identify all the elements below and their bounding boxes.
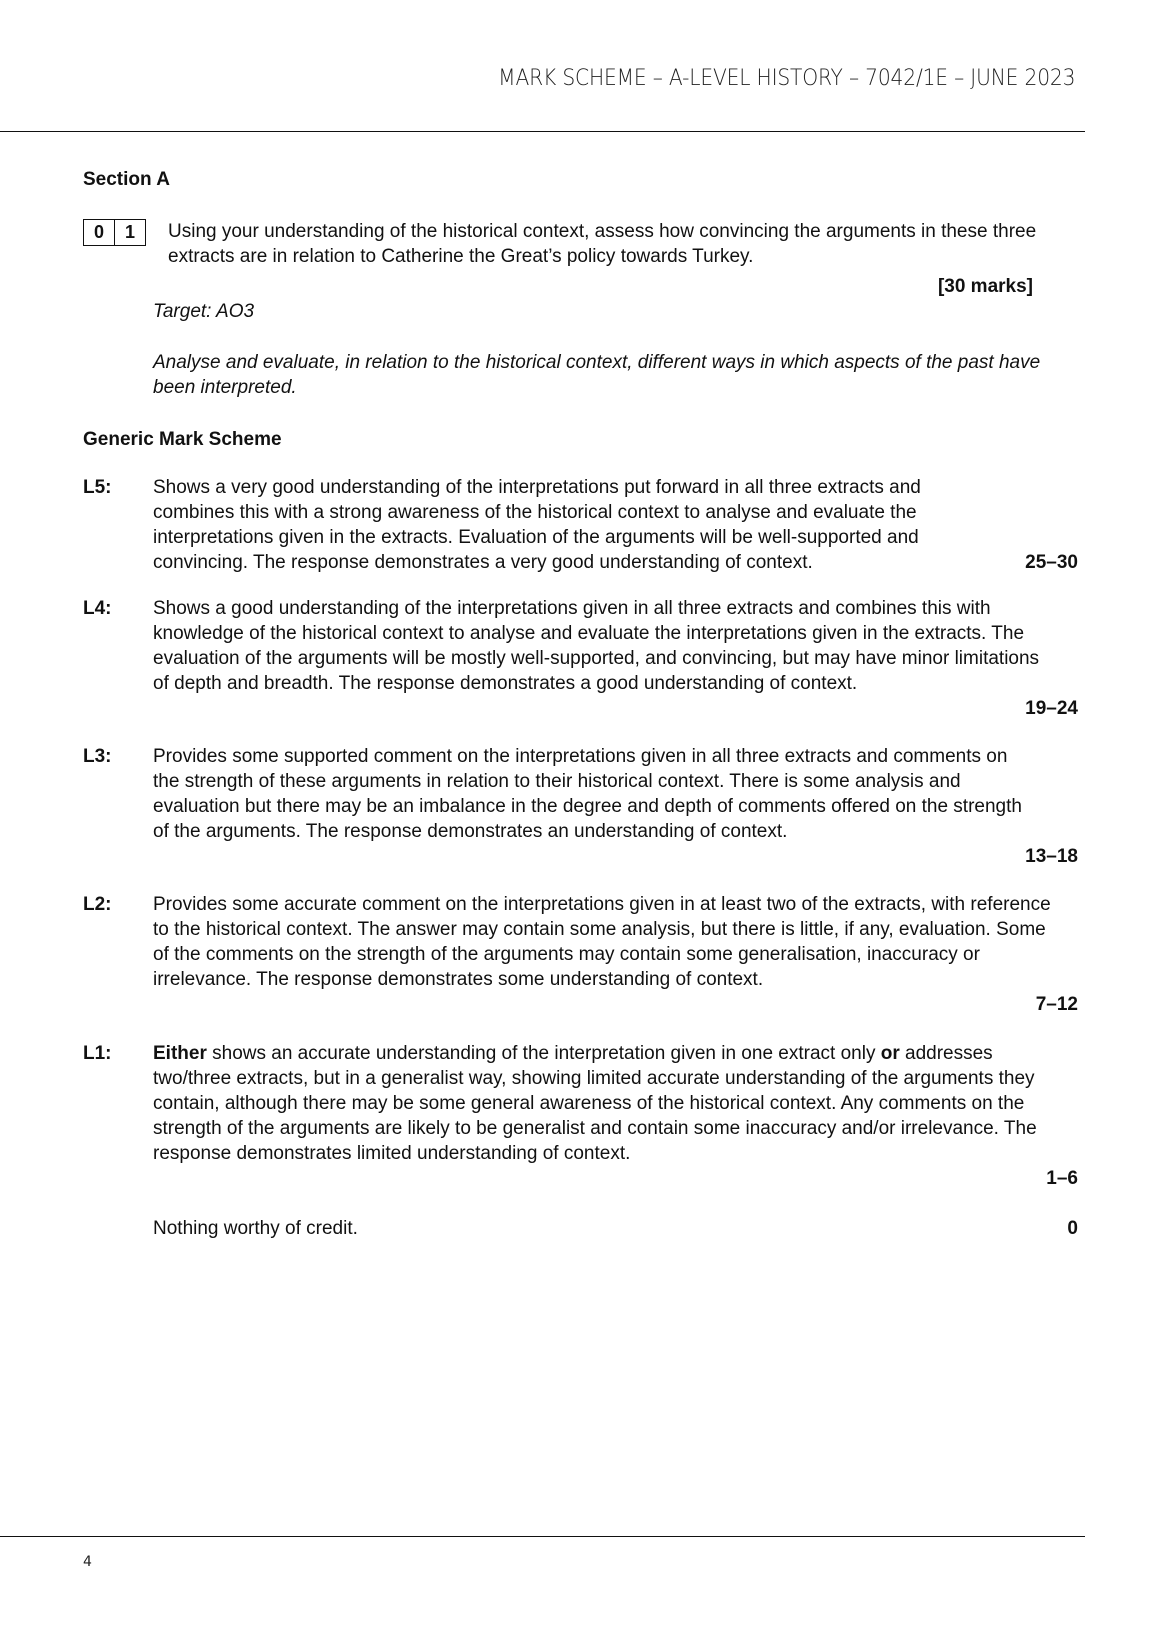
- level-label: L2:: [83, 894, 112, 915]
- level-mark-band: 7–12: [1035, 994, 1078, 1015]
- question-number-digit: 0: [93, 222, 104, 242]
- generic-mark-scheme-title: Generic Mark Scheme: [83, 429, 282, 450]
- level-mark-band: 25–30: [1025, 552, 1078, 573]
- assessment-target: Target: AO3: [153, 301, 255, 322]
- level-text: Provides some supported comment on the interpretations given in all three extracts and comments on the strength of these arguments in relation to their historical context. There is some analysis and evaluation but there may be an imbalance in the degree and depth of comments offered on the strength of the arguments. The response demonstrates an understanding of context.: [153, 746, 1022, 842]
- level-mark-band: 19–24: [1025, 698, 1078, 719]
- header-divider: [0, 131, 1085, 132]
- level-text: Shows a good understanding of the interpretations given in all three extracts and combines this with knowledge of the historical context to analyse and evaluate the interpretations given in the extracts. The evaluation of the arguments will be mostly well-supported, and convincing, but may have minor limitations of depth and breadth. The response demonstrates a good understanding of context.: [153, 598, 1040, 694]
- level-descriptor-l1: [83, 1041, 1078, 1191]
- level-text: Shows a very good understanding of the interpretations put forward in all three extracts and combines this with a strong awareness of the historical context to analyse and evaluate the interpretations given in the extracts. Evaluation of the arguments will be well-supported and convincing. The response demonstrates a very good understanding of context.: [153, 477, 921, 573]
- assessment-objective-description: Analyse and evaluate, in relation to the historical context, different ways in which aspects of the past have been interpreted.: [153, 352, 1041, 398]
- page-number: 4: [83, 1554, 92, 1570]
- level-mark-band: 1–6: [1046, 1168, 1078, 1189]
- level-label: L1:: [83, 1043, 112, 1064]
- level-mark-band: 13–18: [1025, 846, 1078, 867]
- question-marks: [30 marks]: [937, 276, 1033, 297]
- level-text: Provides some accurate comment on the interpretations given in at least two of the extracts, with reference to the historical context. The answer may contain some analysis, but there is little, if any, evaluation. Some of the comments on the strength of the arguments may contain some generalisation, inaccuracy or irrelevance. The response demonstrates some understanding of context.: [153, 894, 1051, 990]
- level-descriptor-l2: [83, 892, 1078, 1017]
- level-mark-band: 0: [1067, 1218, 1078, 1239]
- question-number-box: [83, 219, 146, 246]
- question-number-digit: 1: [114, 220, 145, 245]
- section-title: Section A: [83, 169, 170, 190]
- level-descriptor-l3: [83, 744, 1078, 869]
- level-label: L4:: [83, 598, 112, 619]
- emphasis-or: or: [880, 1043, 900, 1064]
- level-descriptor-l4: [83, 596, 1078, 721]
- level-descriptor-l5: [83, 475, 1078, 575]
- level-label: L5:: [83, 477, 112, 498]
- level-text-part: addresses two/three extracts, but in a generalist way, showing limited accurate understanding of the arguments they contain, although there may be some general awareness of the historical context. Any comments on the strength of the arguments are likely to be generalist and contain some inaccuracy and/or irrelevance. The response demonstrates limited understanding of context.: [153, 1043, 1037, 1164]
- level-text: [153, 1041, 1053, 1166]
- page-header-title: MARK SCHEME – A-LEVEL HISTORY – 7042/1E – JUNE 2023: [497, 66, 1075, 91]
- level-descriptor-zero: [83, 1216, 1078, 1241]
- question-text: Using your understanding of the historical context, assess how convincing the arguments in these three extracts are in relation to Catherine the Great’s policy towards Turkey.: [168, 221, 1037, 267]
- emphasis-either: Either: [153, 1043, 207, 1064]
- level-text: Nothing worthy of credit.: [153, 1218, 358, 1239]
- level-text-part: shows an accurate understanding of the interpretation given in one extract only: [206, 1043, 881, 1064]
- footer-divider: [0, 1536, 1085, 1537]
- level-label: L3:: [83, 746, 112, 767]
